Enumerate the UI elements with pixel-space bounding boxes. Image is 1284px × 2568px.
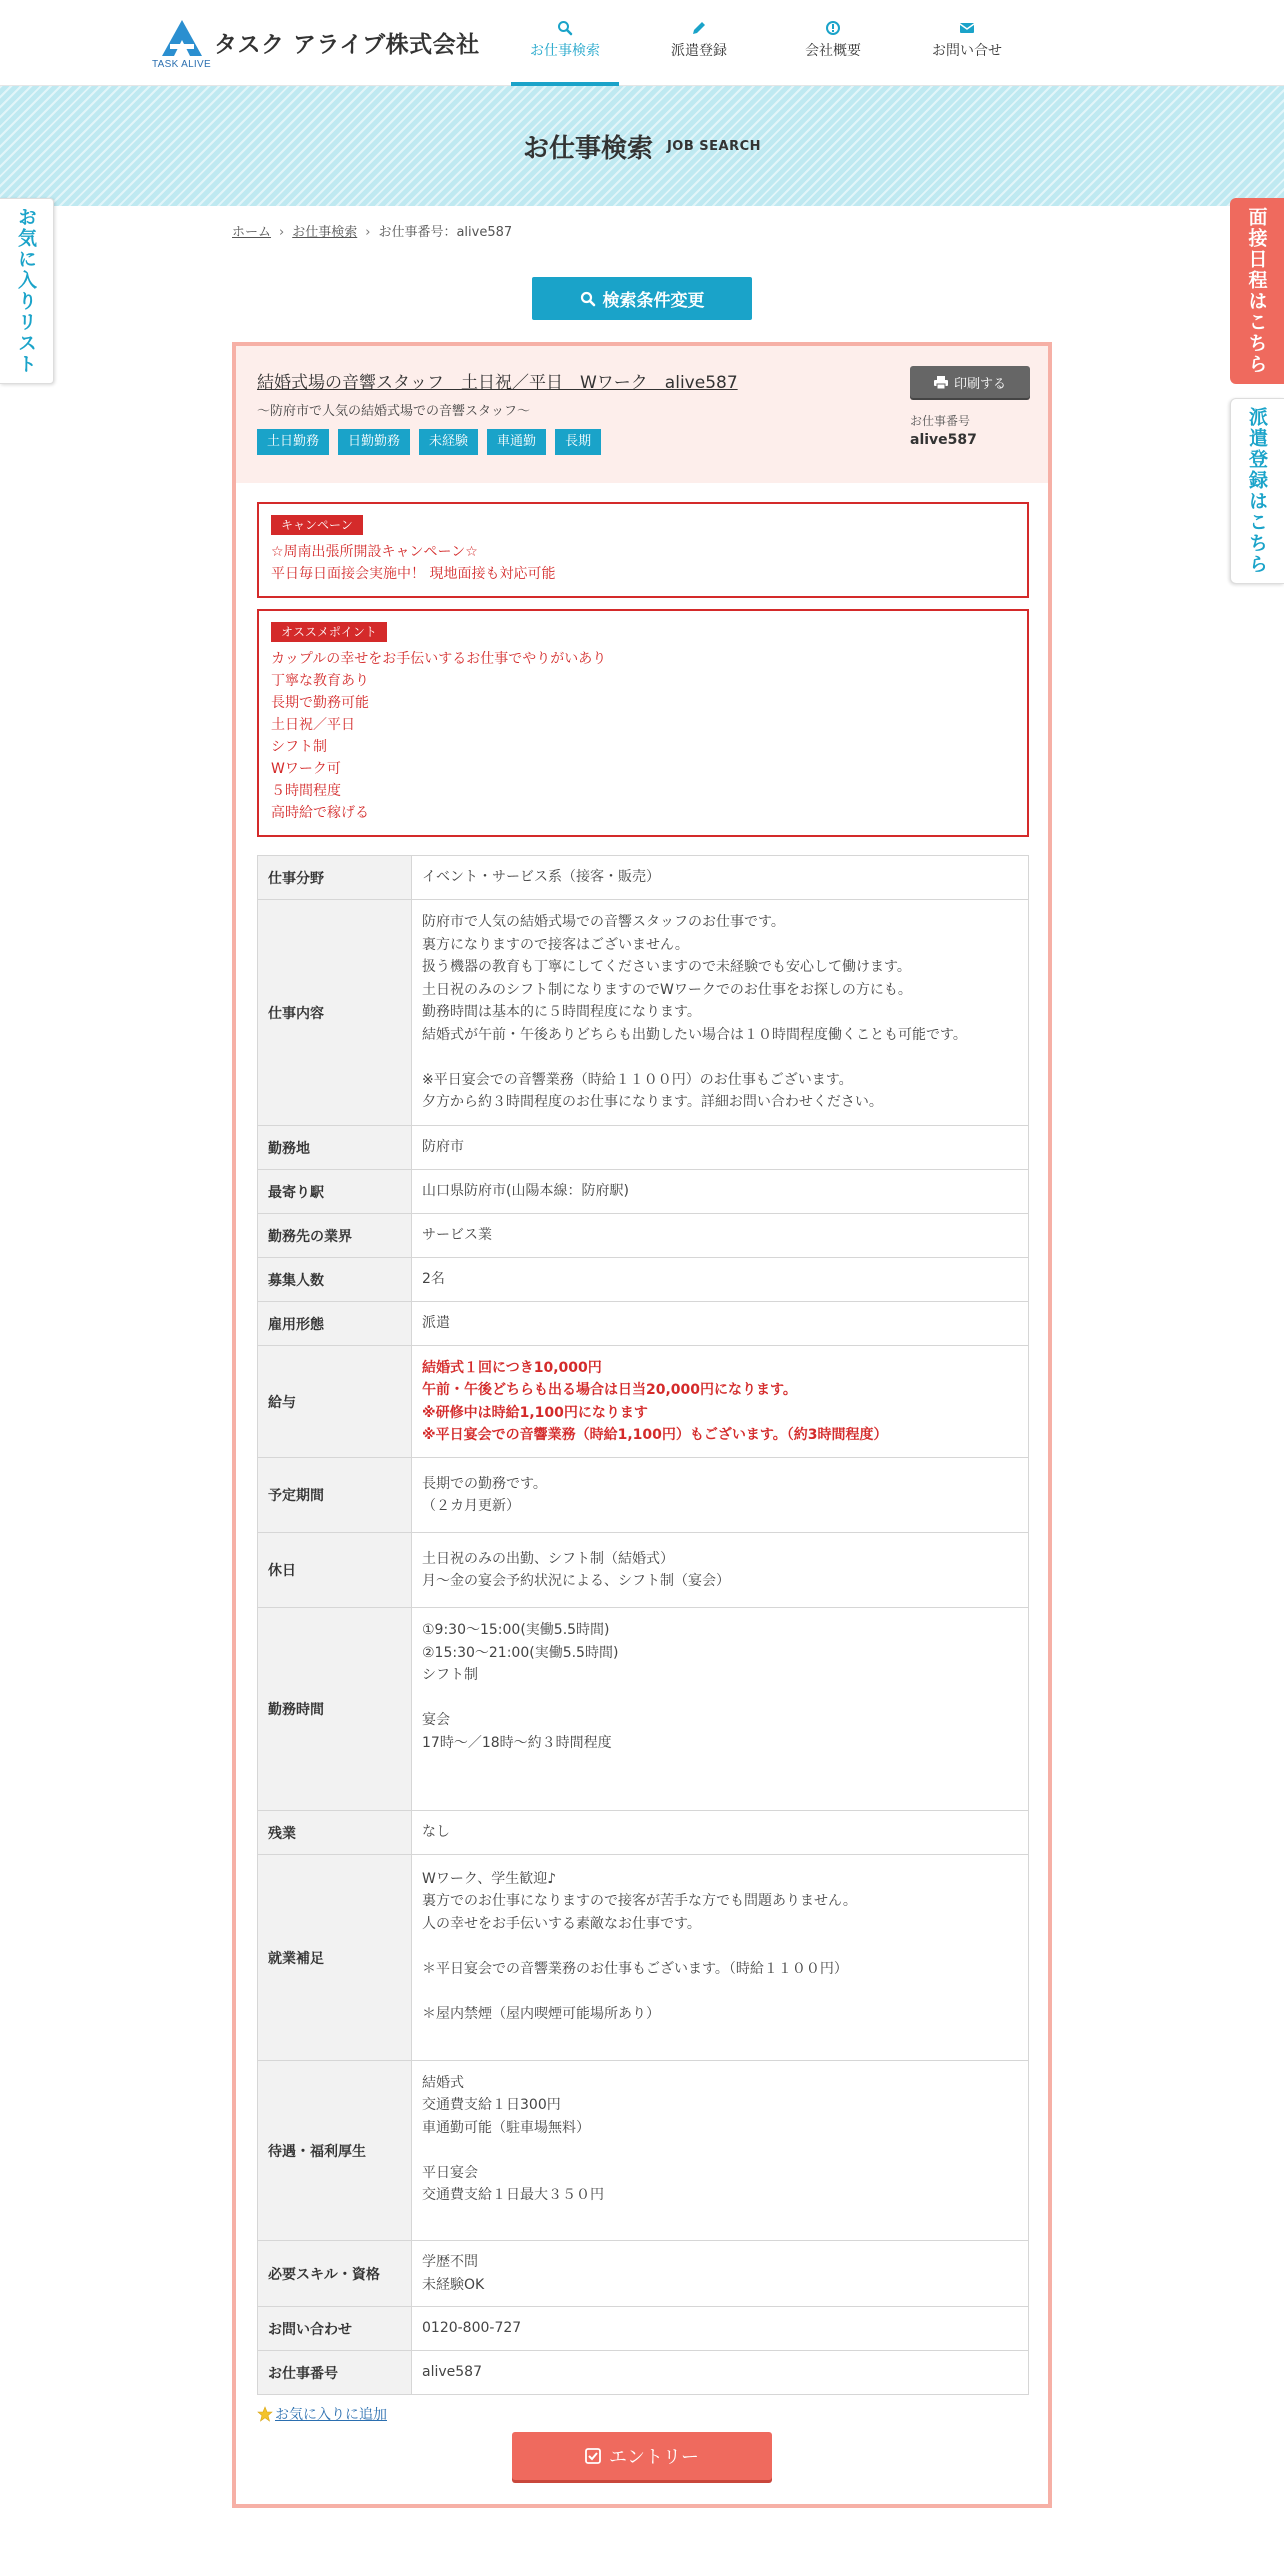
breadcrumb-home[interactable]: ホーム (232, 225, 272, 240)
campaign-line: ☆周南出張所開設キャンペーン☆ (271, 544, 478, 560)
register-label: 派遣登録はこちら (1246, 407, 1268, 575)
detail-value (412, 1608, 1029, 1811)
job-details-table (257, 855, 1029, 2395)
detail-line: ※研修中は時給1,100円になります (422, 1404, 648, 1421)
detail-line (422, 1687, 1018, 1710)
detail-label: 雇用形態 (258, 1302, 412, 1346)
recommend-line: カップルの幸せをお手伝いするお仕事でやりがいあり (271, 651, 607, 667)
add-favorite-label: お気に入りに追加 (275, 2407, 387, 2423)
detail-line (422, 1935, 1018, 1958)
job-header (236, 346, 1048, 483)
page-title-en: JOB SEARCH (666, 139, 762, 154)
detail-line: 平日宴会 (422, 2164, 478, 2181)
detail-value (412, 1533, 1029, 1608)
detail-value (412, 856, 1029, 900)
change-search-button[interactable] (532, 277, 752, 320)
detail-row (258, 1258, 1029, 1302)
detail-row (258, 1458, 1029, 1533)
detail-label: 仕事分野 (258, 856, 412, 900)
detail-line: （２カ月更新） (422, 1498, 520, 1514)
detail-label: 勤務時間 (258, 1608, 412, 1811)
printer-icon (934, 376, 948, 389)
recommend-line: 丁寧な教育あり (271, 673, 369, 689)
detail-label: お仕事番号 (258, 2351, 412, 2395)
detail-label: お問い合わせ (258, 2307, 412, 2351)
detail-row (258, 1126, 1029, 1170)
nav-label: お問い合せ (932, 43, 1002, 59)
search-icon (557, 20, 573, 36)
detail-label: 必要スキル・資格 (258, 2241, 412, 2307)
logo-mark-icon (160, 18, 204, 58)
detail-label: 就業補足 (258, 1855, 412, 2061)
campaign-box (257, 502, 1029, 598)
nav-company[interactable] (779, 0, 887, 86)
detail-line: 夕方から約３時間程度のお仕事になります。詳細お問い合わせください。 (422, 1094, 883, 1111)
detail-line: 2名 (422, 1271, 445, 1288)
detail-value (412, 1214, 1029, 1258)
detail-line: alive587 (422, 2364, 482, 2381)
breadcrumb-current: お仕事番号：alive587 (378, 225, 513, 240)
detail-line: サービス業 (422, 1227, 492, 1244)
recommend-points-box (257, 609, 1029, 837)
favorites-list-tab[interactable] (0, 198, 54, 384)
recommend-line: 長期で勤務可能 (271, 695, 369, 711)
nav-label: 派遣登録 (671, 43, 727, 59)
nav-label: お仕事検索 (530, 43, 600, 59)
detail-value (412, 2351, 1029, 2395)
detail-label: 最寄り駅 (258, 1170, 412, 1214)
recommend-line: シフト制 (271, 739, 327, 755)
detail-line: ＊屋内禁煙（屋内喫煙可能場所あり） (422, 2005, 660, 2022)
job-tag: 日勤勤務 (338, 429, 410, 455)
print-button[interactable] (910, 366, 1030, 398)
breadcrumb-job-search[interactable]: お仕事検索 (292, 225, 358, 240)
detail-line: ②15:30～21:00(実働5.5時間) (422, 1644, 619, 1661)
detail-line: 裏方になりますので接客はございません。 (422, 936, 689, 953)
page-title-ja: お仕事検索 (522, 134, 653, 164)
search-icon (580, 291, 596, 307)
detail-value (412, 2307, 1029, 2351)
add-favorite-link[interactable] (257, 2404, 387, 2424)
detail-line: 17時～／18時～約３時間程度 (422, 1734, 612, 1751)
detail-line: シフト制 (422, 1667, 478, 1683)
print-label: 印刷する (953, 376, 1006, 392)
detail-line: 派遣 (422, 1315, 450, 1332)
detail-value (412, 1458, 1029, 1533)
entry-label: エントリー (609, 2447, 699, 2468)
detail-line: 0120-800-727 (422, 2320, 522, 2337)
job-tag: 土日勤務 (257, 429, 329, 455)
detail-line: 交通費支給１日300円 (422, 2097, 561, 2114)
global-nav (511, 0, 1047, 86)
detail-line: ※平日宴会での音響業務（時給１１００円）のお仕事もございます。 (422, 1071, 853, 1088)
breadcrumb (232, 221, 512, 240)
recommend-line: Wワーク可 (271, 761, 341, 777)
check-square-icon (585, 2448, 601, 2464)
detail-row (258, 2061, 1029, 2241)
detail-line: ＊平日宴会での音響業務のお仕事もございます。（時給１１００円） (422, 1960, 848, 1977)
detail-line: 勤務時間は基本的に５時間程度になります。 (422, 1004, 701, 1021)
recommend-line: ５時間程度 (271, 783, 341, 799)
detail-label: 残業 (258, 1811, 412, 1855)
detail-line: Wワーク、学生歓迎♪ (422, 1870, 557, 1887)
nav-contact[interactable] (913, 0, 1021, 86)
detail-line (422, 1754, 1018, 1777)
detail-row (258, 1855, 1029, 2061)
change-search-label: 検索条件変更 (602, 291, 705, 311)
detail-line: 車通勤可能（駐車場無料） (422, 2119, 590, 2136)
detail-value (412, 1811, 1029, 1855)
detail-line: 扱う機器の教育も丁寧にしてくださいますので未経験でも安心して働けます。 (422, 959, 911, 976)
detail-line: 結婚式が午前・午後ありどちらも出勤したい場合は１０時間程度働くことも可能です。 (422, 1026, 967, 1043)
detail-row (258, 2307, 1029, 2351)
page-title (0, 128, 1284, 165)
detail-label: 休日 (258, 1533, 412, 1608)
detail-value (412, 1170, 1029, 1214)
interview-schedule-tab[interactable] (1230, 198, 1284, 384)
site-header (0, 0, 1284, 86)
job-number-label: お仕事番号 (910, 414, 971, 428)
detail-line: 結婚式 (422, 2074, 464, 2091)
detail-value (412, 2061, 1029, 2241)
campaign-badge: キャンペーン (271, 515, 363, 535)
info-circle-icon (825, 20, 841, 36)
job-tag: 長期 (555, 429, 601, 455)
register-tab[interactable] (1230, 398, 1284, 584)
company-name: タスク アライブ株式会社 (214, 32, 480, 58)
pencil-icon (691, 20, 707, 36)
detail-line: 裏方でのお仕事になりますので接客が苦手な方でも問題ありません。 (422, 1893, 857, 1909)
detail-row (258, 2351, 1029, 2395)
detail-row (258, 856, 1029, 900)
detail-line (422, 2207, 1018, 2230)
detail-label: 予定期間 (258, 1458, 412, 1533)
detail-row (258, 2241, 1029, 2307)
detail-line: 月～金の宴会予約状況による、シフト制（宴会） (422, 1573, 730, 1589)
detail-value (412, 1346, 1029, 1458)
chevron-right-icon: › (365, 225, 371, 240)
detail-line: 土日祝のみのシフト制になりますのでWワークでのお仕事をお探しの方にも。 (422, 981, 912, 998)
job-tag: 未経験 (419, 429, 478, 455)
detail-row (258, 1346, 1029, 1458)
detail-line: なし (422, 1824, 450, 1841)
star-icon (257, 2406, 273, 2422)
detail-label: 募集人数 (258, 1258, 412, 1302)
recommend-badge: オススメポイント (271, 622, 387, 642)
detail-value (412, 1855, 1029, 2061)
detail-line (422, 1980, 1018, 2003)
detail-value (412, 2241, 1029, 2307)
detail-row (258, 1214, 1029, 1258)
job-subtitle: ～防府市で人気の結婚式場での音響スタッフ～ (257, 404, 531, 419)
interview-schedule-label: 面接日程はこちら (1245, 207, 1268, 375)
detail-row (258, 1302, 1029, 1346)
detail-line: 人の幸せをお手伝いする素敵なお仕事です。 (422, 1915, 701, 1932)
detail-label: 勤務先の業界 (258, 1214, 412, 1258)
nav-label: 会社概要 (805, 43, 861, 59)
detail-line: 土日祝のみの出勤、シフト制（結婚式） (422, 1550, 674, 1567)
detail-row (258, 1170, 1029, 1214)
detail-value (412, 1302, 1029, 1346)
nav-register[interactable] (645, 0, 753, 86)
detail-line (422, 2139, 1018, 2162)
company-logo[interactable] (152, 18, 480, 72)
nav-job-search[interactable] (511, 0, 619, 86)
detail-line: 交通費支給１日最大３５０円 (422, 2187, 604, 2204)
job-tag: 車通勤 (487, 429, 546, 455)
chevron-right-icon: › (279, 225, 285, 240)
detail-label: 待遇・福利厚生 (258, 2061, 412, 2241)
detail-line: 防府市で人気の結婚式場での音響スタッフのお仕事です。 (422, 914, 785, 931)
detail-label: 仕事内容 (258, 900, 412, 1126)
detail-line (422, 1777, 1018, 1800)
detail-value (412, 1258, 1029, 1302)
detail-row (258, 1811, 1029, 1855)
detail-line (422, 1046, 1018, 1069)
detail-line: ①9:30～15:00(実働5.5時間) (422, 1622, 610, 1638)
detail-line: 長期での勤務です。 (422, 1475, 547, 1492)
entry-button[interactable] (512, 2432, 772, 2480)
logo-subtext: TASK ALIVE (152, 59, 211, 70)
detail-line: 宴会 (422, 1712, 450, 1728)
detail-row (258, 1533, 1029, 1608)
detail-line (422, 2025, 1018, 2048)
favorites-list-label: お気に入りリスト (15, 207, 37, 375)
job-tags (257, 429, 610, 455)
campaign-line: 平日毎日面接会実施中！ 現地面接も対応可能 (271, 566, 556, 582)
recommend-line: 高時給で稼げる (271, 805, 369, 821)
job-title[interactable]: 結婚式場の音響スタッフ 土日祝／平日 Wワーク alive587 (257, 373, 738, 393)
job-detail-card (232, 342, 1052, 2508)
detail-line: 午前・午後どちらも出る場合は日当20,000円になります。 (422, 1382, 797, 1398)
recommend-line: 土日祝／平日 (271, 717, 355, 733)
detail-line: 学歴不問 (422, 2254, 478, 2270)
envelope-icon (959, 20, 975, 36)
page-hero (0, 86, 1284, 206)
detail-line: 結婚式１回につき10,000円 (422, 1359, 602, 1376)
detail-value (412, 900, 1029, 1126)
detail-line: 山口県防府市(山陽本線：防府駅) (422, 1183, 629, 1200)
detail-label: 給与 (258, 1346, 412, 1458)
detail-line: 防府市 (422, 1139, 464, 1156)
job-number: alive587 (910, 432, 977, 448)
detail-value (412, 1126, 1029, 1170)
detail-line: ※平日宴会での音響業務（時給1,100円）もございます。（約3時間程度） (422, 1427, 888, 1443)
detail-line: イベント・サービス系（接客・販売） (422, 869, 660, 886)
detail-label: 勤務地 (258, 1126, 412, 1170)
detail-row (258, 1608, 1029, 1811)
detail-row (258, 900, 1029, 1126)
detail-line: 未経験OK (422, 2276, 485, 2293)
